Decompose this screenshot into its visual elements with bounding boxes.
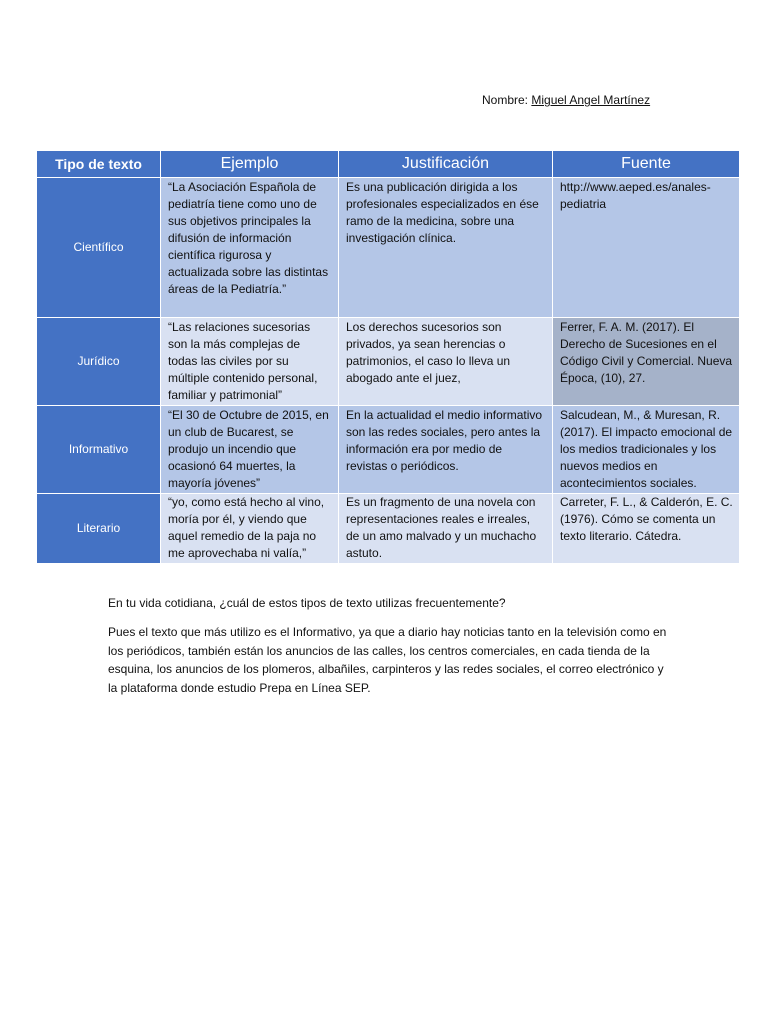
table-header-row — [37, 151, 740, 178]
row-type: Informativo — [37, 406, 161, 494]
row-example: “El 30 de Octubre de 2015, en un club de Bucarest, se produjo un incendio que ocasionó 64 muertes, la mayoría jóvenes” — [161, 406, 339, 494]
table-row — [37, 494, 740, 564]
row-example: “Las relaciones sucesorias son la más complejas de todas las civiles por su múltiple contenido personal, familiar y patrimonial” — [161, 318, 339, 406]
row-source: Carreter, F. L., & Calderón, E. C. (1976). Cómo se comenta un texto literario. Cátedra. — [553, 494, 740, 564]
row-type: Literario — [37, 494, 161, 564]
row-justification: Los derechos sucesorios son privados, ya sean herencias o patrimonios, el caso lo lleva un abogado ante el juez, — [339, 318, 553, 406]
row-source: http://www.aeped.es/anales-pediatria — [553, 178, 740, 318]
table-row — [37, 318, 740, 406]
row-example: “yo, como está hecho al vino, moría por él, y viendo que aquel remedio de la paja no me aprovechaba ni valía,” — [161, 494, 339, 564]
row-type: Científico — [37, 178, 161, 318]
header-justificacion: Justificación — [339, 151, 553, 178]
name-value: Miguel Angel Martínez — [531, 93, 651, 107]
row-example: “La Asociación Española de pediatría tiene como uno de sus objetivos principales la difusión de información científica rigurosa y actualizada sobre las distintas áreas de la Pediatría.” — [161, 178, 339, 318]
text-types-table — [36, 150, 740, 564]
row-justification: Es una publicación dirigida a los profesionales especializados en ése ramo de la medicina, sobre una investigación clínica. — [339, 178, 553, 318]
name-label: Nombre: — [482, 93, 529, 107]
table-row — [37, 406, 740, 494]
row-source: Salcudean, M., & Muresan, R. (2017). El impacto emocional de los medios tradicionales y los nuevos medios en acontecimientos sociales. — [553, 406, 740, 494]
name-line — [482, 93, 650, 108]
table-row — [37, 178, 740, 318]
question-text: En tu vida cotidiana, ¿cuál de estos tipos de texto utilizas frecuentemente? — [108, 596, 506, 610]
row-justification: En la actualidad el medio informativo son las redes sociales, pero antes la información era por medio de revistas o periódicos. — [339, 406, 553, 494]
row-source: Ferrer, F. A. M. (2017). El Derecho de Sucesiones en el Código Civil y Comercial. Nueva Época, (10), 27. — [553, 318, 740, 406]
header-tipo: Tipo de texto — [37, 151, 161, 178]
header-ejemplo: Ejemplo — [161, 151, 339, 178]
header-fuente: Fuente — [553, 151, 740, 178]
row-type: Jurídico — [37, 318, 161, 406]
row-justification: Es un fragmento de una novela con representaciones reales e irreales, de un amo malvado y un muchacho astuto. — [339, 494, 553, 564]
answer-text: Pues el texto que más utilizo es el Informativo, ya que a diario hay noticias tanto en la televisión como en los periódicos, también están los anuncios de las calles, los centros comerciales, en cada tienda de la esquina, los anuncios de los plomeros, albañiles, carpinteros y las redes sociales, el correo electrónico y la plataforma donde estudio Prepa en Línea SEP. — [108, 625, 667, 695]
